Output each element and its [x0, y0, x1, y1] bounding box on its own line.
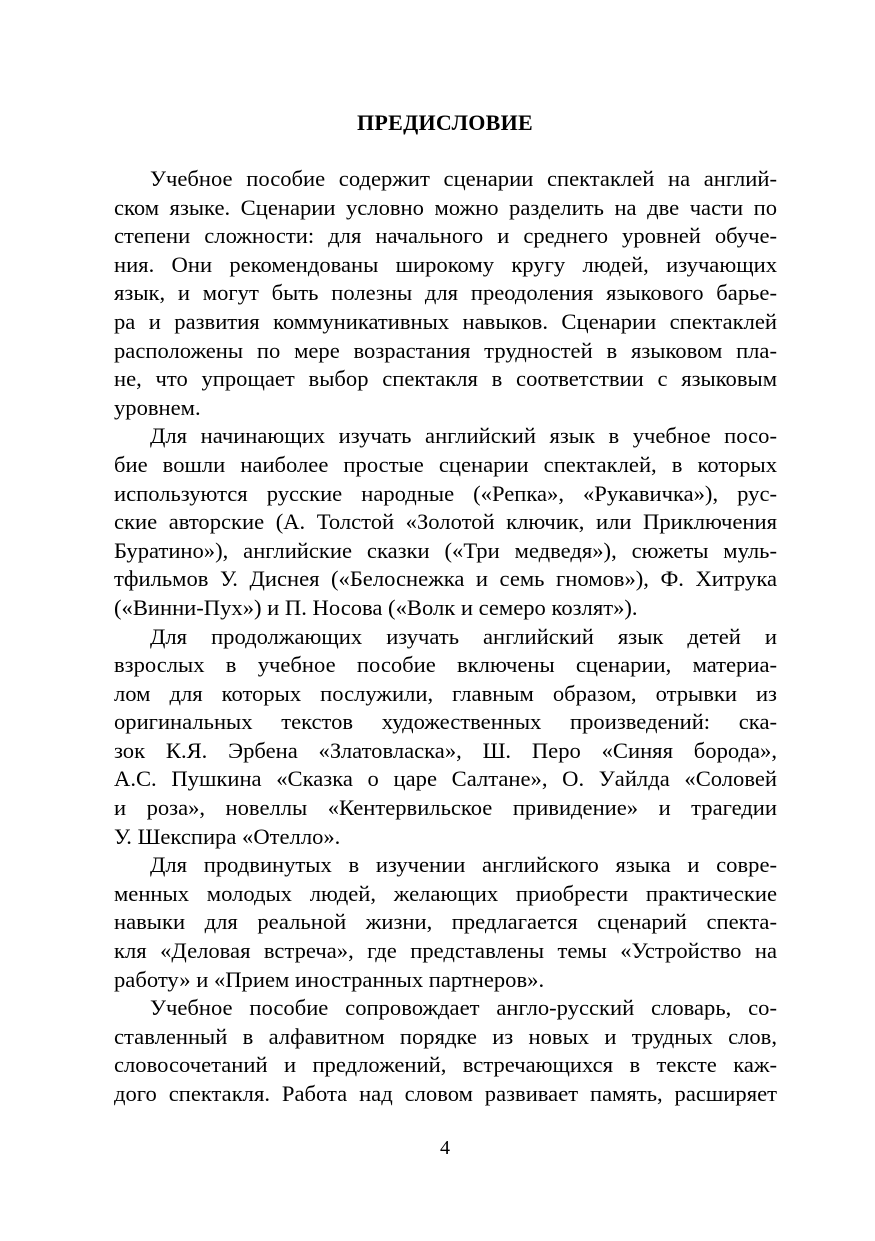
text-line: навыки для реальной жизни, предлагается сценарий спекта- [114, 909, 777, 935]
paragraph [114, 623, 777, 852]
paragraph [114, 165, 777, 422]
text-line: язык, и могут быть полезны для преодоления языкового барье- [114, 280, 777, 306]
text-line: дого спектакля. Работа над словом развивает память, расширяет [114, 1081, 777, 1106]
text-line: словосочетаний и предложений, встречающихся в тексте каж- [114, 1052, 777, 1078]
text-line: ские авторские (А. Толстой «Золотой ключик, или Приключения [114, 509, 777, 535]
text-line: тфильмов У. Диснея («Белоснежка и семь гномов»), Ф. Хитрука [114, 566, 777, 592]
text-line: А.С. Пушкина «Сказка о царе Салтане», О. Уайлда «Соловей [114, 766, 777, 792]
page-title: ПРЕДИСЛОВИЕ [356, 110, 534, 135]
text-line: ставленный в алфавитном порядке из новых и трудных слов, [114, 1023, 777, 1049]
text-line: Для начинающих изучать английский язык в учебное посо- [150, 423, 777, 449]
text-line: и роза», новеллы «Кентервильское привидение» и трагедии [114, 795, 777, 821]
text-line: ском языке. Сценарии условно можно разделить на две части по [114, 194, 777, 220]
text-line: степени сложности: для начального и среднего уровней обуче- [114, 223, 777, 249]
text-line: Буратино»), английские сказки («Три медведя»), сюжеты муль- [114, 537, 777, 563]
text-line: не, что упрощает выбор спектакля в соответствии с языковым [114, 366, 777, 392]
text-line: кля «Деловая встреча», где представлены темы «Устройство на [114, 938, 777, 964]
paragraph [114, 422, 777, 622]
text-line: («Винни-Пух») и П. Носова («Волк и семеро козлят»). [114, 594, 638, 620]
page-number: 4 [440, 1137, 450, 1159]
text-line: менных молодых людей, желающих приобрести практические [114, 880, 777, 906]
text-line: Учебное пособие сопровождает англо-русский словарь, со- [150, 995, 777, 1021]
text-line: работу» и «Прием иностранных партнеров». [114, 966, 545, 992]
text-line: Учебное пособие содержит сценарии спектаклей на англий- [150, 166, 777, 191]
text-line: взрослых в учебное пособие включены сценарии, материа- [114, 652, 777, 678]
text-line: ния. Они рекомендованы широкому кругу людей, изучающих [114, 251, 777, 277]
text-line: У. Шекспира «Отелло». [114, 823, 341, 849]
text-line: уровнем. [114, 394, 201, 420]
paragraph [114, 994, 777, 1108]
text-line: ра и развития коммуникативных навыков. Сценарии спектаклей [114, 308, 777, 334]
body-text [114, 165, 777, 1109]
text-line: оригинальных текстов художественных произведений: ска- [114, 709, 777, 735]
text-line: зок К.Я. Эрбена «Златовласка», Ш. Перо «Синяя борода», [114, 737, 777, 763]
text-line: используются русские народные («Репка», «Рукавичка»), рус- [114, 480, 777, 506]
text-line: бие вошли наиболее простые сценарии спектаклей, в которых [114, 451, 777, 477]
paragraph [114, 851, 777, 994]
text-line: лом для которых послужили, главным образом, отрывки из [114, 680, 777, 706]
text-line: Для продолжающих изучать английский язык детей и [150, 623, 777, 649]
text-line: Для продвинутых в изучении английского языка и совре- [150, 852, 777, 878]
text-line: расположены по мере возрастания трудностей в языковом пла- [114, 337, 777, 363]
